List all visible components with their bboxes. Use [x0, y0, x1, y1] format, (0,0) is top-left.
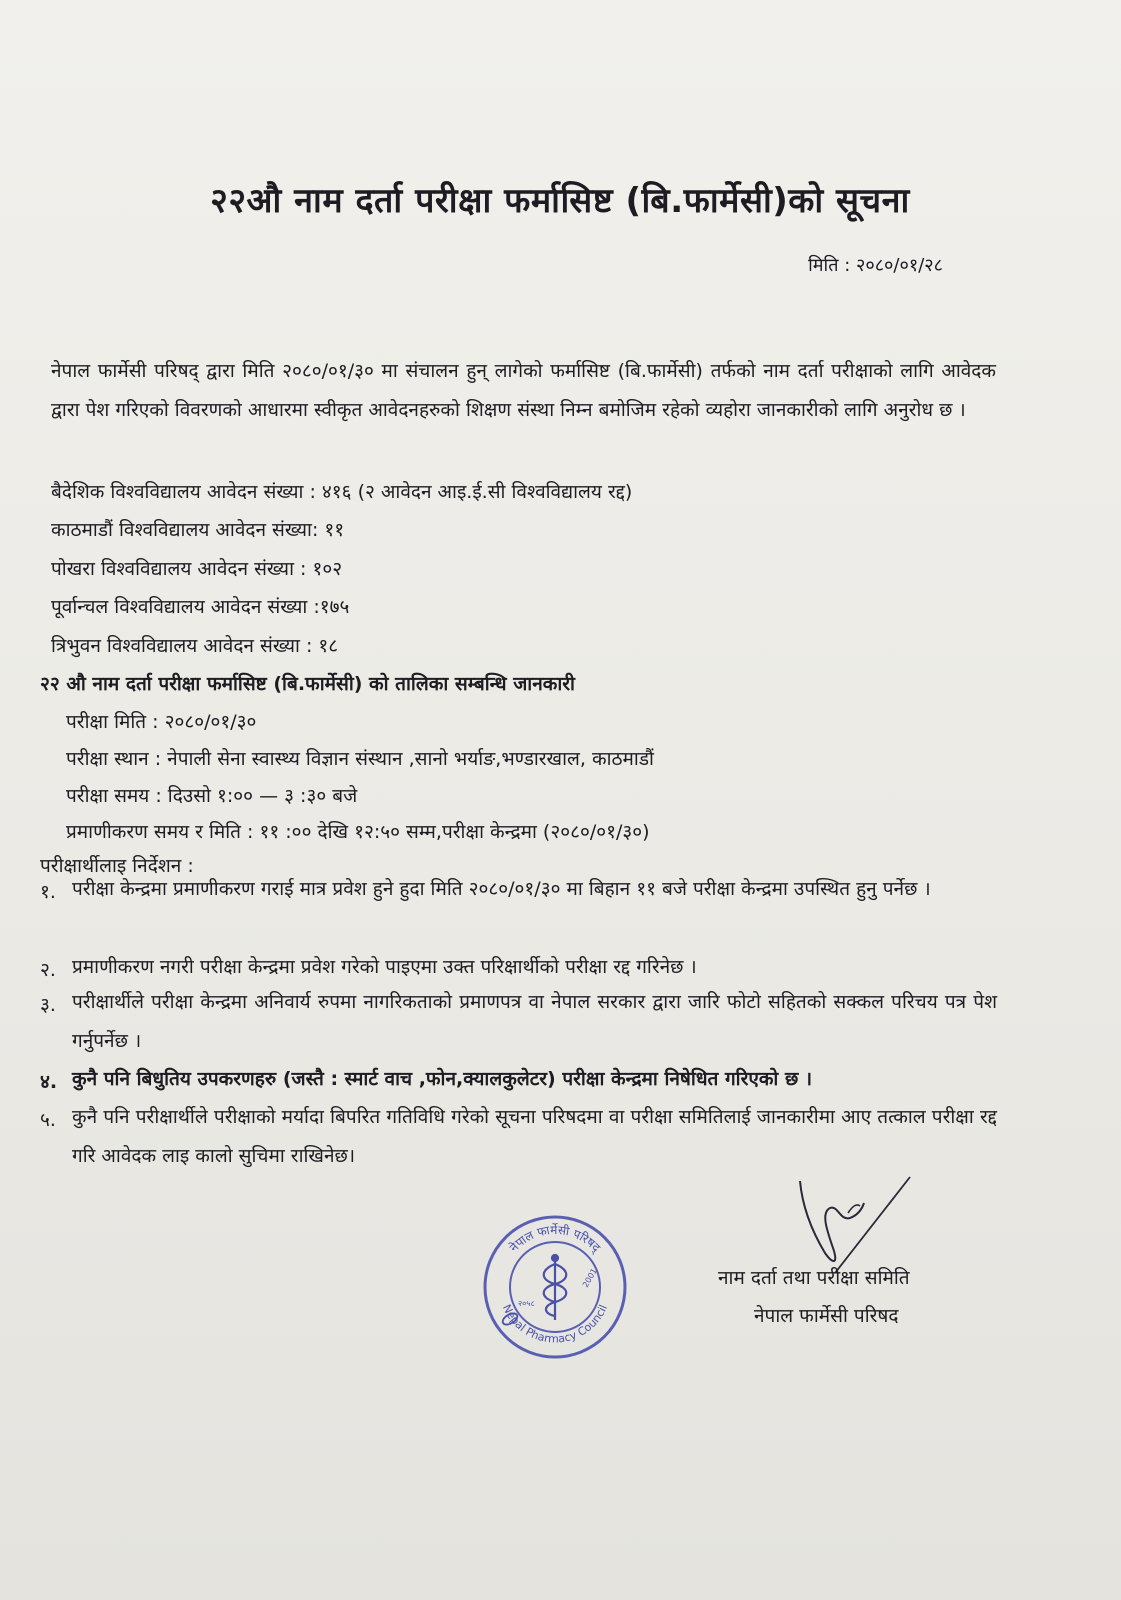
count-pokhara-university: पोखरा विश्वविद्यालय आवेदन संख्या : १०२: [51, 558, 343, 580]
seal-year-np: २०५८: [518, 1299, 535, 1308]
instruction-text: कुनै पनि परीक्षार्थीले परीक्षाको मर्यादा बिपरित गतिविधि गरेको सूचना परिषदमा वा परीक्षा समितिलाई जानकारीमा आए तत्काल परीक्षा रद्द गरि आवेदक लाइ कालो सुचिमा राखिनेछ।: [72, 1106, 997, 1167]
instruction-text: प्रमाणीकरण नगरी परीक्षा केन्द्रमा प्रवेश गरेको पाइएमा उक्त परिक्षार्थीको परीक्षा रद्द गरिनेछ ।: [72, 956, 697, 978]
seal-text-top: नेपाल फार्मेसी परिषद्: [506, 1222, 604, 1255]
instruction-number: १.: [40, 881, 56, 903]
caduceus-icon: [544, 1255, 567, 1320]
verification-time: प्रमाणीकरण समय र मिति : ११ :०० देखि १२:५० सम्म,परीक्षा केन्द्रमा (२०८०/०१/३०): [66, 821, 650, 843]
count-foreign-university: बैदेशिक विश्वविद्यालय आवेदन संख्या : ४१६ (२ आवेदन आइ.ई.सी विश्वविद्यालय रद्द): [51, 481, 633, 503]
count-kathmandu-university: काठमाडौं विश्वविद्यालय आवेदन संख्या: ११: [51, 519, 345, 541]
schedule-heading: २२ औ नाम दर्ता परीक्षा फर्मासिष्ट (बि.फार्मेसी) को तालिका सम्बन्धि जानकारी: [40, 673, 575, 695]
instructions-heading: परीक्षार्थीलाइ निर्देशन :: [40, 855, 194, 877]
instruction-number: ३.: [40, 994, 56, 1016]
instruction-number: ४.: [40, 1071, 58, 1093]
instruction-text: कुनै पनि बिधुतिय उपकरणहरु (जस्तै : स्मार्ट वाच ,फोन,क्यालकुलेटर) परीक्षा केन्द्रमा निषेधित गरिएको छ ।: [72, 1068, 813, 1090]
svg-text:नेपाल फार्मेसी परिषद्: [507, 1223, 604, 1256]
exam-time: परीक्षा समय : दिउसो १:०० — ३ :३० बजे: [66, 785, 358, 807]
seal-year-en: 2001: [580, 1266, 599, 1289]
council-name: नेपाल फार्मेसी परिषद: [754, 1305, 899, 1327]
council-seal: [480, 1212, 630, 1362]
instruction-number: ५.: [40, 1109, 56, 1131]
instruction-text: परीक्षा केन्द्रमा प्रमाणीकरण गराई मात्र प्रवेश हुने हुदा मिति २०८०/०१/३० मा बिहान ११ बजे परीक्षा केन्द्रमा उपस्थित हुनु पर्नेछ ।: [72, 878, 931, 900]
notice-title: २२औ नाम दर्ता परीक्षा फर्मासिष्ट (बि.फार्मेसी)को सूचना: [210, 181, 910, 221]
instruction-text: परीक्षार्थीले परीक्षा केन्द्रमा अनिवार्य रुपमा नागरिकताको प्रमाणपत्र वा नेपाल सरकार द्वारा जारि फोटो सहितको सक्कल परिचय पत्र पेश गर्नुपर्नेछ ।: [72, 991, 997, 1052]
exam-date: परीक्षा मिति : २०८०/०१/३०: [66, 711, 257, 733]
intro-paragraph: नेपाल फार्मेसी परिषद् द्वारा मिति २०८०/०१/३० मा संचालन हुन् लागेको फर्मासिष्ट (बि.फार्मेसी) तर्फको नाम दर्ता परीक्षाको लागि आवेदक द्वारा पेश गरिएको विवरणको आधारमा स्वीकृत आवेदनहरुको शिक्षण संस्था निम्न बमोजिम रहेको व्यहोरा जानकारीको लागि अनुरोध छ ।: [51, 360, 996, 421]
count-tribhuvan-university: त्रिभुवन विश्वविद्यालय आवेदन संख्या : १८: [51, 635, 339, 657]
seal-text-bottom: Nepal Pharmacy Council: [499, 1302, 610, 1346]
count-purbanchal-university: पूर्वान्चल विश्वविद्यालय आवेदन संख्या :१७५: [51, 596, 350, 618]
committee-name: नाम दर्ता तथा परीक्षा समिति: [718, 1267, 910, 1289]
notice-date: मिति : २०८०/०१/२८: [808, 255, 943, 276]
instruction-number: २.: [40, 959, 56, 981]
exam-venue: परीक्षा स्थान : नेपाली सेना स्वास्थ्य विज्ञान संस्थान ,सानो भर्याङ,भण्डारखाल, काठमाडौं: [66, 748, 654, 770]
